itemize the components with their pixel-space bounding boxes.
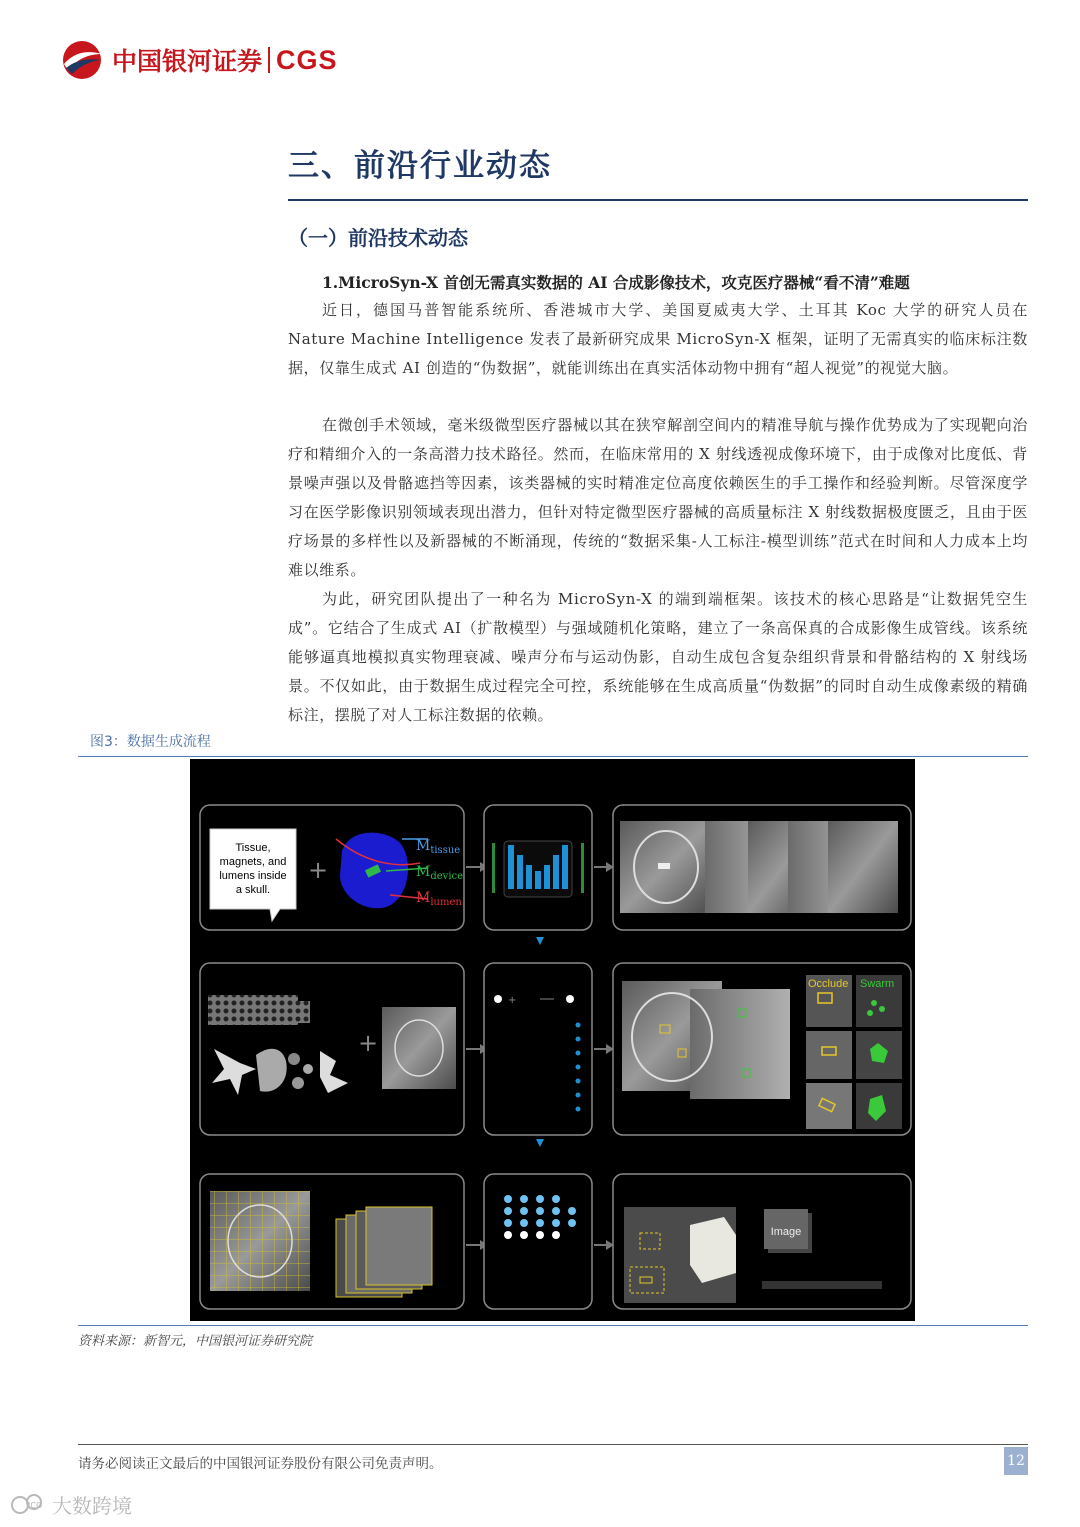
company-logo [58, 38, 338, 82]
swarm-label: Swarm [860, 978, 895, 990]
paragraph-3: 为此，研究团队提出了一种名为 MicroSyn-X 的端到端框架。该技术的核心思路是“让数据凭空生成”。它结合了生成式 AI（扩散模型）与强域随机化策略，建立了一条高保真的合成影像生成管线。该系统能够逼真地模拟真实物理衰减、噪声分布与运动伪影，自动生成包含复杂组织背景和骨骼结构的 X 射线场景。不仅如此，由于数据生成过程完全可控，系统能够在生成高质量“伪数据”的同时自动生成像素级的精确标注，摆脱了对人工标注数据的依赖。 [288, 590, 1028, 724]
paragraph-1: 近日，德国马普智能系统所、香港城市大学、美国夏威夷大学、土耳其 Koc 大学的研究人员在 Nature Machine Intelligence 发表了最新研究成果 MicroSyn-X 框架，证明了无需真实的临床标注数据，仅靠生成式 AI 创造的“伪数据”，就能训练出在真实活体动物中拥有“超人视觉”的视觉大脑。 [288, 301, 1028, 377]
paragraph-2: 在微创手术领域，毫米级微型医疗器械以其在狭窄解剖空间内的精准导航与操作优势成为了实现靶向治疗和精细介入的一条高潜力技术路径。然而，在临床常用的 X 射线透视成像环境下，由于成像对比度低、背景噪声强以及骨骼遮挡等因素，该类器械的实时精准定位高度依赖医生的手工操作和经验判断。尽管深度学习在医学影像识别领域表现出潜力，但针对特定微型医疗器械的高质量标注 X 射线数据极度匮乏，且由于医疗场景的多样性以及新器械的不断涌现，传统的“数据采集-人工标注-模型训练”范式在时间和人力成本上均难以维系。 [288, 416, 1028, 579]
figure-bottom-rule [78, 1325, 1028, 1326]
section-title: 三、前沿行业动态 [288, 148, 552, 184]
watermark-text: 大数跨境 [52, 1494, 132, 1518]
label-m-device: $M_{device}$ [416, 864, 464, 882]
footer-disclaimer: 请务必阅读正文最后的中国银河证券股份有限公司免责声明。 [78, 1456, 443, 1472]
bubble-line-2: magnets, and [219, 856, 287, 868]
subsection-title: （一）前沿技术动态 [288, 226, 468, 250]
watermark-logo-icon [10, 1492, 48, 1518]
label-m-tissue: $M_{tissue}$ [416, 838, 461, 856]
svg-text:+: + [357, 1029, 379, 1057]
figure-top-rule [78, 756, 1028, 757]
svg-text:+: + [508, 995, 517, 1006]
down-arrow-2 [536, 1139, 544, 1147]
pipeline-diagram [190, 759, 915, 1321]
bubble-line-4: a skull. [235, 884, 271, 896]
watermark [10, 1490, 132, 1519]
article-heading: 1.MicroSyn-X 首创无需真实数据的 AI 合成影像技术，攻克医疗器械“看不清”难题 [322, 273, 910, 292]
svg-text:ICO: ICO [28, 1500, 43, 1510]
image-label: Image [770, 1226, 802, 1238]
zoom-cube [690, 1217, 736, 1283]
logo-en-text: CGS [276, 44, 338, 75]
footer-rule [78, 1444, 1028, 1445]
row3-network-panel [484, 1174, 592, 1309]
logo-divider [268, 47, 270, 73]
source-note: 资料来源：新智元，中国银河证券研究院 [78, 1334, 313, 1349]
figure-pipeline [190, 759, 915, 1321]
logo-cn-text: 中国银河证券 [112, 47, 263, 76]
figure-caption: 图3：数据生成流程 [90, 734, 211, 750]
down-arrow-1 [536, 937, 544, 945]
occlude-label: Occlude [808, 978, 849, 990]
bubble-line-3: lumens inside [219, 870, 287, 882]
label-m-lumen: $M_{lumen}$ [416, 890, 462, 908]
plus-icon: + [307, 856, 329, 884]
bubble-line-1: Tissue, [235, 842, 271, 854]
page-number: 12 [1004, 1447, 1028, 1475]
cgs-logo-icon [58, 38, 106, 82]
section-title-rule [288, 199, 1028, 201]
